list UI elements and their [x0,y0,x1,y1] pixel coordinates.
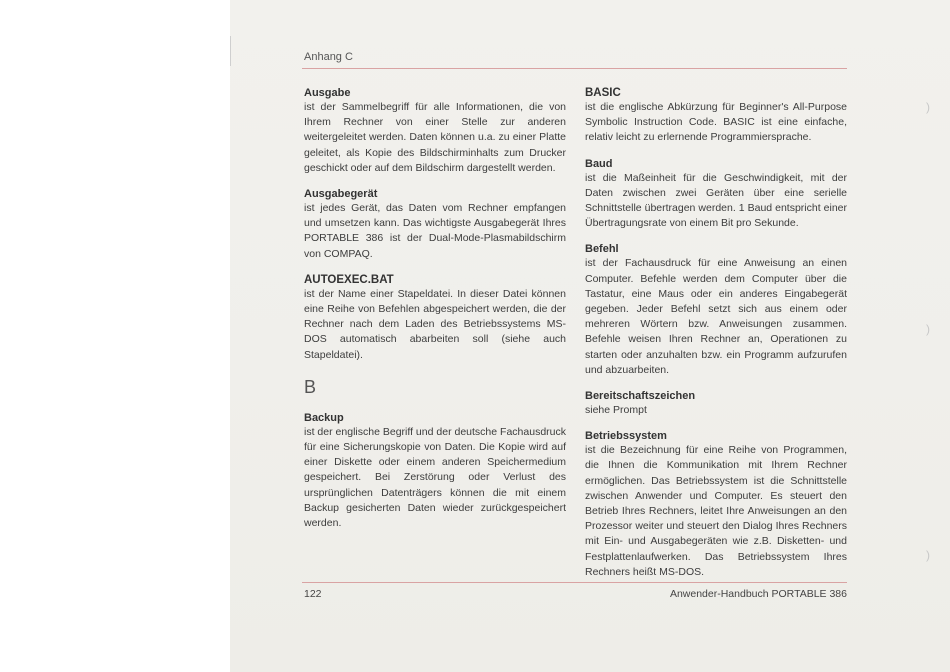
binding-mark: ) [926,100,930,114]
glossary-entry [304,187,566,262]
right-column [585,86,847,591]
entry-text: ist der Fachausdruck für eine Anweisung an einen Computer. Befehle werden dem Computer über die Tastatur, eine Maus oder ein anderes Eingabegerät gegeben. Jeder Befehl setzt sich aus einem oder mehreren Wörtern bzw. Anweisungen zusammen. Befehle weisen Ihren Rechner an, Operationen zu starten oder anzuhalten bzw. ein Programm aufzurufen und abzuarbeiten. [585,257,847,376]
glossary-entry [585,242,847,378]
section-header: Anhang C [304,51,353,63]
entry-title: Ausgabe [304,87,351,99]
book-title: Anwender-Handbuch PORTABLE 386 [669,588,847,600]
entry-title: AUTOEXEC.BAT [304,273,394,286]
entry-title: Ausgabegerät [304,188,378,201]
letter-section-heading: B [304,376,317,397]
entry-title: Betriebssystem [585,430,667,443]
left-column [304,86,566,542]
glossary-entry [585,157,847,232]
glossary-entry [585,86,847,146]
header-rule [302,68,847,69]
entry-title: Bereitschaftszeichen [585,390,696,403]
entry-title: Befehl [585,243,619,256]
glossary-entry [585,429,847,580]
entry-title: Baud [585,157,613,170]
entry-title: Backup [304,411,344,424]
entry-text: ist die Maßeinheit für die Geschwindigkeit, mit der Daten zwischen zwei Geräten über eine serielle Schnittstelle übertragen werden. 1 Baud entspricht einer Übertragungsrate von einem Bit pro Sekunde. [585,171,847,230]
footer-rule [302,582,847,583]
page-edge-mark [230,36,231,66]
entry-text: ist die Bezeichnung für eine Reihe von Programmen, die Ihnen die Kommunikation mit Ihrem Rechner ermöglichen. Das Betriebssystem ist die Schnittstelle zwischen Anwender und Computer. Es steuert den Betrieb Ihres Rechners, leitet Ihre Anweisungen an den Prozessor weiter und steuert den Dialog Ihres Rechners mit Ein- und Ausgabegeräten wie z.B. Disketten- und Festplattenlaufwerken. Das Betriebssystem Ihres Rechners heißt MS-DOS. [585,444,847,578]
entry-text: siehe Prompt [585,404,647,417]
glossary-entry [304,273,566,363]
glossary-entry [585,389,847,418]
entry-title: BASIC [585,87,621,99]
glossary-entry [304,86,566,176]
binding-mark: ) [926,322,930,336]
entry-text: ist die englische Abkürzung für Beginner's All-Purpose Symbolic Instruction Code. BASIC ist eine einfache, relativ leicht zu erlernende Programmiersprache. [585,101,847,144]
binding-mark: ) [926,548,930,562]
page-number: 122 [304,588,322,600]
glossary-entry [304,411,566,531]
entry-text: ist der Name einer Stapeldatei. In dieser Datei können eine Reihe von Befehlen abgespeichert werden, die der Rechner nach dem Laden des Betriebssystems MS-DOS automatisch abarbeiten soll (siehe auch Stapeldatei). [304,287,566,361]
entry-text: ist der englische Begriff und der deutsche Fachausdruck für eine Sicherungskopie von Daten. Die Kopie wird auf einer Diskette oder einem anderen Speichermedium gespeichert. Bei Zerstörung oder Verlust des ursprünglichen Datenträgers können die mit einem Backup gesicherten Daten wieder zurückgespeichert werden. [304,425,566,530]
entry-text: ist der Sammelbegriff für alle Informationen, die von Ihrem Rechner von einer Stelle zur anderen weitergeleitet werden. Daten können u.a. zu einer Platte geleitet, als Kopie des Bildschirminhalts zum Drucker geschickt oder auf dem Bildschirm dargestellt werden. [304,101,566,174]
entry-text: ist jedes Gerät, das Daten vom Rechner empfangen und umsetzen kann. Das wichtigste Ausgabegerät Ihres PORTABLE 386 ist der Dual-Mode-Plasmabildschirm von COMPAQ. [304,202,566,260]
